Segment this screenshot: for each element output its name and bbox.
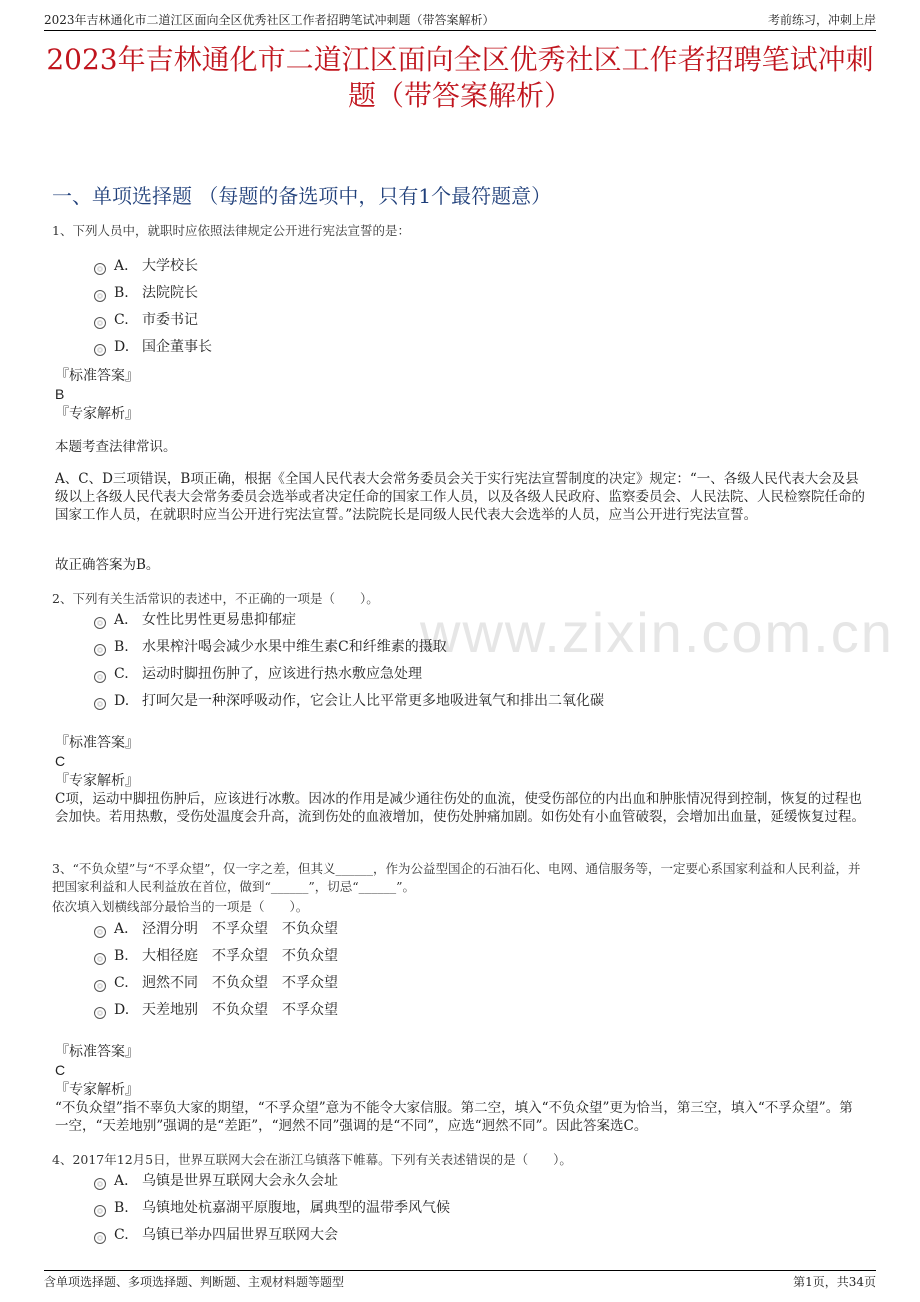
analysis-text: C项，运动中脚扭伤肿后，应该进行冰敷。因冰的作用是减少通往伤处的血流，使受伤部位的内出血和肿胀情况得到控制，恢复的过程也会加快。若用热敷，受伤处温度会升高，流到伤处的血液增加，使伤处肿痛加剧。如伤处有小血管破裂，会增加出血量，延缓恢复过程。	[55, 791, 865, 825]
option-item[interactable]: A． 女性比男性更易患抑郁症	[94, 610, 296, 630]
watermark: www.zixin.com.cn	[420, 601, 894, 664]
option-item[interactable]: C. 乌镇已举办四届世界互联网大会	[94, 1225, 338, 1245]
analysis-text: 本题考查法律常识。	[55, 439, 177, 455]
answer-value: C	[55, 753, 66, 769]
radio-icon[interactable]	[94, 1007, 106, 1019]
analysis-label: 『专家解析』	[55, 1082, 139, 1098]
page-number: 第1页，共34页	[793, 1275, 876, 1289]
option-item[interactable]: A． 泾渭分明 不孚众望 不负众望	[94, 919, 338, 939]
option-item[interactable]: D. 国企董事长	[94, 337, 212, 357]
answer-value: C	[55, 1062, 66, 1078]
analysis-label: 『专家解析』	[55, 773, 139, 789]
radio-icon[interactable]	[94, 344, 106, 356]
answer-label: 『标准答案』	[55, 368, 139, 384]
radio-icon[interactable]	[94, 1205, 106, 1217]
analysis-text: “不负众望”指不辜负大家的期望，“不孚众望”意为不能令大家信服。第二空，填入“不负众望”更为恰当，第三空，填入“不孚众望”。第一空，“天差地别”强调的是“差距”，“迥然不同”强调的是“不同”，应选“迥然不同”。因此答案选C。	[55, 1100, 853, 1134]
radio-icon[interactable]	[94, 1232, 106, 1244]
radio-icon[interactable]	[94, 671, 106, 683]
radio-icon[interactable]	[94, 317, 106, 329]
option-item[interactable]: B. 水果榨汁喝会减少水果中维生素C和纤维素的摄取	[94, 637, 447, 657]
option-item[interactable]: D. 天差地别 不负众望 不孚众望	[94, 1000, 338, 1020]
option-item[interactable]: B. 法院院长	[94, 283, 198, 303]
section-heading: 一、单项选择题 （每题的备选项中，只有1个最符题意）	[52, 184, 552, 208]
radio-icon[interactable]	[94, 290, 106, 302]
answer-value: B	[55, 386, 65, 402]
option-item[interactable]: B. 乌镇地处杭嘉湖平原腹地，属典型的温带季风气候	[94, 1198, 450, 1218]
radio-icon[interactable]	[94, 698, 106, 710]
question-stem-2: 依次填入划横线部分最恰当的一项是（ ）。	[52, 899, 309, 914]
option-item[interactable]: C. 迥然不同 不负众望 不孚众望	[94, 973, 338, 993]
page-footer	[44, 1270, 876, 1291]
option-item[interactable]: C. 运动时脚扭伤肿了，应该进行热水敷应急处理	[94, 664, 422, 684]
radio-icon[interactable]	[94, 617, 106, 629]
option-item[interactable]: B. 大相径庭 不孚众望 不负众望	[94, 946, 338, 966]
radio-icon[interactable]	[94, 1178, 106, 1190]
analysis-text: A、C、D三项错误，B项正确，根据《全国人民代表大会常务委员会关于实行宪法宣誓制度的决定》规定：“一、各级人民代表大会及县级以上各级人民代表大会常务委员会选举或者决定任命的国家工作人员，以及各级人民政府、监察委员会、人民法院、人民检察院任命的国家工作人员，在就职时应当公开进行宪法宣誓。”法院院长是同级人民代表大会选举的人员，应当公开进行宪法宣誓。	[55, 471, 865, 523]
answer-label: 『标准答案』	[55, 1044, 139, 1060]
answer-label: 『标准答案』	[55, 735, 139, 751]
header-slogan: 考前练习，冲刺上岸	[767, 13, 876, 27]
radio-icon[interactable]	[94, 953, 106, 965]
radio-icon[interactable]	[94, 263, 106, 275]
option-item[interactable]: D. 打呵欠是一种深呼吸动作，它会让人比平常更多地吸进氧气和排出二氧化碳	[94, 691, 604, 711]
option-item[interactable]: C. 市委书记	[94, 310, 198, 330]
radio-icon[interactable]	[94, 926, 106, 938]
radio-icon[interactable]	[94, 980, 106, 992]
analysis-label: 『专家解析』	[55, 406, 139, 422]
radio-icon[interactable]	[94, 644, 106, 656]
page-header	[44, 12, 876, 31]
header-title: 2023年吉林通化市二道江区面向全区优秀社区工作者招聘笔试冲刺题（带答案解析）	[44, 13, 495, 27]
question-stem: 1、下列人员中，就职时应依照法律规定公开进行宪法宣誓的是：	[52, 223, 410, 238]
analysis-text: 故正确答案为B。	[55, 557, 160, 573]
option-item[interactable]: A． 大学校长	[94, 256, 198, 276]
document-title: 2023年吉林通化市二道江区面向全区优秀社区工作者招聘笔试冲刺题（带答案解析）	[46, 43, 874, 112]
question-stem: 3、“不负众望”与“不孚众望”，仅一字之差，但其义______，作为公益型国企的石油石化、电网、通信服务等，一定要心系国家利益和人民利益，并把国家利益和人民利益放在首位，做到“______”，切忌“______”。	[52, 861, 861, 894]
question-stem: 2、下列有关生活常识的表述中，不正确的一项是（ ）。	[52, 591, 379, 606]
option-item[interactable]: A． 乌镇是世界互联网大会永久会址	[94, 1171, 338, 1191]
footer-note: 含单项选择题、多项选择题、判断题、主观材料题等题型	[44, 1275, 345, 1289]
question-stem: 4、2017年12月5日，世界互联网大会在浙江乌镇落下帷幕。下列有关表述错误的是（ ）。	[52, 1152, 572, 1167]
